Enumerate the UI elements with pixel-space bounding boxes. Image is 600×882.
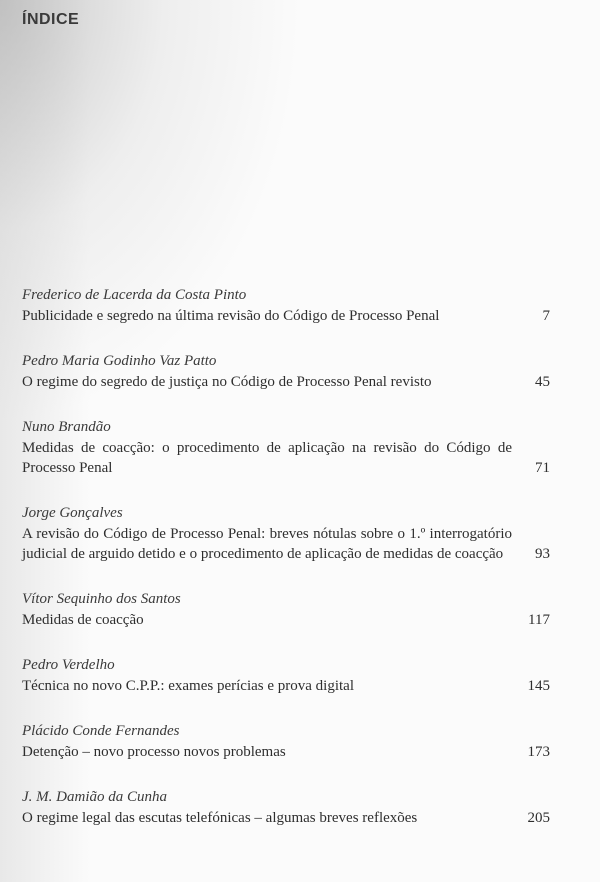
toc-entry: [22, 502, 550, 564]
entry-title-row: [22, 372, 550, 392]
entry-author: Pedro Verdelho: [22, 657, 115, 673]
toc-entry: [22, 416, 550, 478]
entry-author: Frederico de Lacerda da Costa Pinto: [22, 287, 247, 303]
entry-title: O regime do segredo de justiça no Código de Processo Penal revisto: [22, 374, 432, 390]
entry-title: Publicidade e segredo na última revisão do Código de Processo Penal: [22, 308, 440, 324]
entry-page-number: 117: [528, 612, 550, 628]
entry-title-row: [22, 306, 550, 326]
entry-page-number: 45: [535, 374, 550, 390]
entry-title-row: [22, 742, 550, 762]
entry-page-number: 173: [527, 744, 550, 760]
toc-entry: [22, 786, 550, 828]
toc-entry: [22, 720, 550, 762]
page-title: ÍNDICE: [22, 11, 80, 28]
toc-entry: [22, 350, 550, 392]
entry-author: Plácido Conde Fernandes: [22, 723, 180, 739]
entry-page-number: 93: [535, 546, 550, 562]
entry-title: O regime legal das escutas telefónicas – algumas breves reflexões: [22, 810, 418, 826]
entry-title-row: [22, 438, 550, 478]
entry-page-number: 145: [527, 678, 550, 694]
toc-entry: [22, 588, 550, 630]
entry-page-number: 71: [535, 460, 550, 476]
entry-title: Medidas de coacção: [22, 612, 144, 628]
entry-author: Pedro Maria Godinho Vaz Patto: [22, 353, 217, 369]
entry-title: Medidas de coacção: o procedimento de aplicação na revisão do Código de Processo Penal: [22, 440, 512, 476]
entry-title: A revisão do Código de Processo Penal: breves nótulas sobre o 1.º interrogatório judicial de arguido detido e o procedimento de aplicação de medidas de coacção: [22, 526, 512, 562]
toc-entry: [22, 284, 550, 326]
entry-title: Detenção – novo processo novos problemas: [22, 744, 286, 760]
table-of-contents: [22, 284, 550, 852]
toc-entry: [22, 654, 550, 696]
entry-title-row: [22, 610, 550, 630]
entry-page-number: 205: [527, 810, 550, 826]
entry-author: Jorge Gonçalves: [22, 505, 123, 521]
entry-title-row: [22, 524, 550, 564]
entry-page-number: 7: [542, 308, 550, 324]
entry-author: J. M. Damião da Cunha: [22, 789, 167, 805]
entry-title-row: [22, 808, 550, 828]
entry-author: Vítor Sequinho dos Santos: [22, 591, 181, 607]
entry-title-row: [22, 676, 550, 696]
entry-author: Nuno Brandão: [22, 419, 111, 435]
entry-title: Técnica no novo C.P.P.: exames perícias e prova digital: [22, 678, 354, 694]
